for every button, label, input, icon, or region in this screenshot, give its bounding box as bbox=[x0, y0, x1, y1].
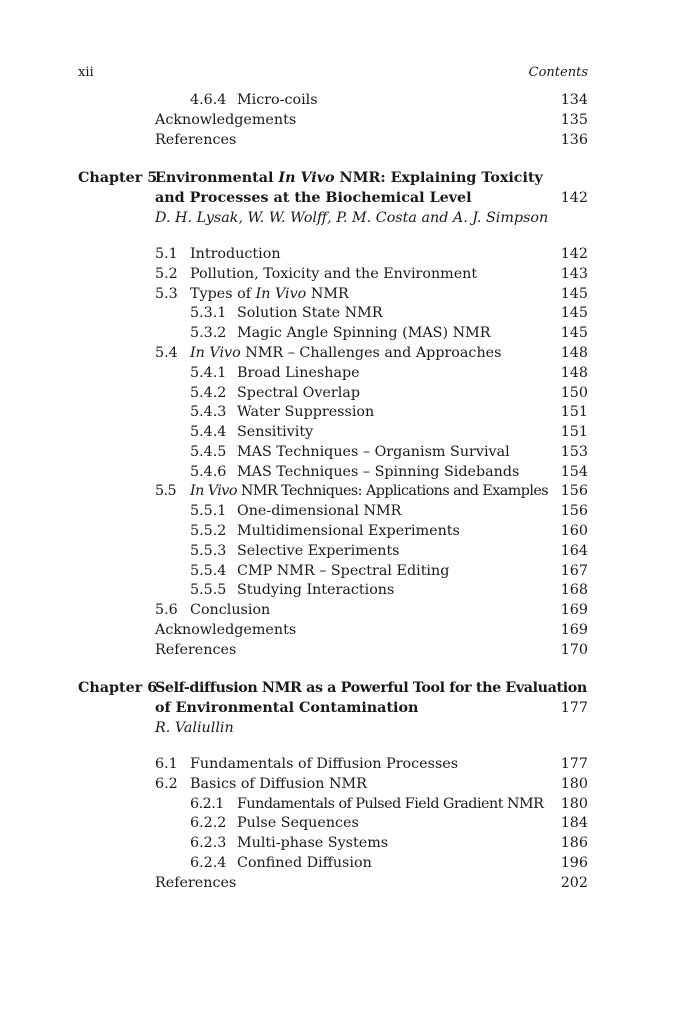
toc-entry: 5.2 Pollution, Toxicity and the Environment bbox=[155, 266, 478, 282]
toc-entry bbox=[190, 90, 318, 110]
chapter-title-line2: of Environmental Contamination bbox=[155, 700, 419, 716]
toc-entry: 6.2.4 Confined Diffusion bbox=[190, 855, 372, 871]
chapter-title: Self-diffusion NMR as a Powerful Tool for the Evaluation bbox=[155, 680, 587, 696]
entry-page: 169 bbox=[560, 602, 588, 618]
entry-page: 196 bbox=[560, 855, 588, 871]
toc-entry: 5.4.2 Spectral Overlap bbox=[190, 385, 360, 401]
entry-title: Acknowledgements bbox=[155, 112, 297, 128]
entry-page: 169 bbox=[560, 622, 588, 638]
toc-entry: 5.4.6 MAS Techniques – Spinning Sidebands bbox=[190, 464, 520, 480]
toc-entry: 5.4.4 Sensitivity bbox=[190, 424, 314, 440]
entry-page: 148 bbox=[560, 365, 588, 381]
entry-page: 180 bbox=[560, 796, 588, 812]
entry-page: 202 bbox=[560, 875, 588, 891]
toc-entry: 5.3.1 Solution State NMR bbox=[190, 305, 383, 321]
entry-page: 170 bbox=[560, 642, 588, 658]
entry-page: 142 bbox=[560, 246, 588, 262]
entry-page: 134 bbox=[560, 92, 588, 108]
toc-entry: 6.2.2 Pulse Sequences bbox=[190, 815, 359, 831]
entry-page: 167 bbox=[560, 563, 588, 579]
entry-page: 186 bbox=[560, 835, 588, 851]
entry-page: 135 bbox=[560, 112, 588, 128]
entry-number: 4.6.4 bbox=[190, 92, 227, 108]
toc-entry: 5.4.1 Broad Lineshape bbox=[190, 365, 360, 381]
toc-entry: 5.5.4 CMP NMR – Spectral Editing bbox=[190, 563, 450, 579]
entry-page: 145 bbox=[560, 286, 588, 302]
toc-entry: 6.1 Fundamentals of Diffusion Processes bbox=[155, 756, 459, 772]
entry-title: Micro-coils bbox=[237, 92, 318, 108]
entry-page: 168 bbox=[560, 582, 588, 598]
toc-entry: 5.5.5 Studying Interactions bbox=[190, 582, 395, 598]
entry-page: 145 bbox=[560, 325, 588, 341]
entry-page: 180 bbox=[560, 776, 588, 792]
entry-page: 156 bbox=[560, 483, 588, 499]
toc-entry: 5.6 Conclusion bbox=[155, 602, 271, 618]
chapter-authors: D. H. Lysak, W. W. Wolff, P. M. Costa and A. J. Simpson bbox=[155, 210, 549, 226]
entry-title: References bbox=[155, 642, 237, 658]
entry-page: 164 bbox=[560, 543, 588, 559]
entry-page: 177 bbox=[560, 756, 588, 772]
running-title: Contents bbox=[528, 65, 588, 80]
toc-entry: 5.5.2 Multidimensional Experiments bbox=[190, 523, 460, 539]
toc-entry: 5.4.5 MAS Techniques – Organism Survival bbox=[190, 444, 510, 460]
chapter-page: 142 bbox=[560, 190, 588, 206]
page-number: xii bbox=[78, 65, 94, 80]
entry-page: 160 bbox=[560, 523, 588, 539]
entry-page: 151 bbox=[560, 424, 588, 440]
entry-page: 154 bbox=[560, 464, 588, 480]
entry-page: 156 bbox=[560, 503, 588, 519]
toc-entry: 5.3.2 Magic Angle Spinning (MAS) NMR bbox=[190, 325, 491, 341]
entry-page: 148 bbox=[560, 345, 588, 361]
toc-entry: 5.1 Introduction bbox=[155, 246, 281, 262]
entry-page: 136 bbox=[560, 132, 588, 148]
entry-page: 153 bbox=[560, 444, 588, 460]
chapter-page: 177 bbox=[560, 700, 588, 716]
entry-title: References bbox=[155, 875, 237, 891]
entry-page: 151 bbox=[560, 404, 588, 420]
entry-title: References bbox=[155, 132, 237, 148]
chapter-label: Chapter 6 bbox=[78, 680, 158, 696]
toc-entry: 6.2.3 Multi-phase Systems bbox=[190, 835, 389, 851]
entry-title: Acknowledgements bbox=[155, 622, 297, 638]
toc-entry: 6.2 Basics of Diffusion NMR bbox=[155, 776, 367, 792]
entry-page: 184 bbox=[560, 815, 588, 831]
entry-page: 150 bbox=[560, 385, 588, 401]
toc-entry: 5.5.3 Selective Experiments bbox=[190, 543, 400, 559]
chapter-authors: R. Valiullin bbox=[155, 720, 234, 736]
toc-entry: 5.5.1 One-dimensional NMR bbox=[190, 503, 402, 519]
chapter-title: Environmental In Vivo NMR: Explaining Toxicity bbox=[155, 170, 543, 186]
chapter-label: Chapter 5 bbox=[78, 170, 158, 186]
entry-page: 145 bbox=[560, 305, 588, 321]
toc-entry: 6.2.1 Fundamentals of Pulsed Field Gradient NMR bbox=[190, 796, 544, 812]
toc-entry: 5.4.3 Water Suppression bbox=[190, 404, 375, 420]
toc-entry: 5.4 In Vivo NMR – Challenges and Approaches bbox=[155, 345, 502, 361]
toc-entry: 5.3 Types of In Vivo NMR bbox=[155, 286, 349, 302]
entry-page: 143 bbox=[560, 266, 588, 282]
chapter-title-line2: and Processes at the Biochemical Level bbox=[155, 190, 472, 206]
toc-entry: 5.5 In Vivo NMR Techniques: Applications and Examples bbox=[155, 483, 549, 499]
